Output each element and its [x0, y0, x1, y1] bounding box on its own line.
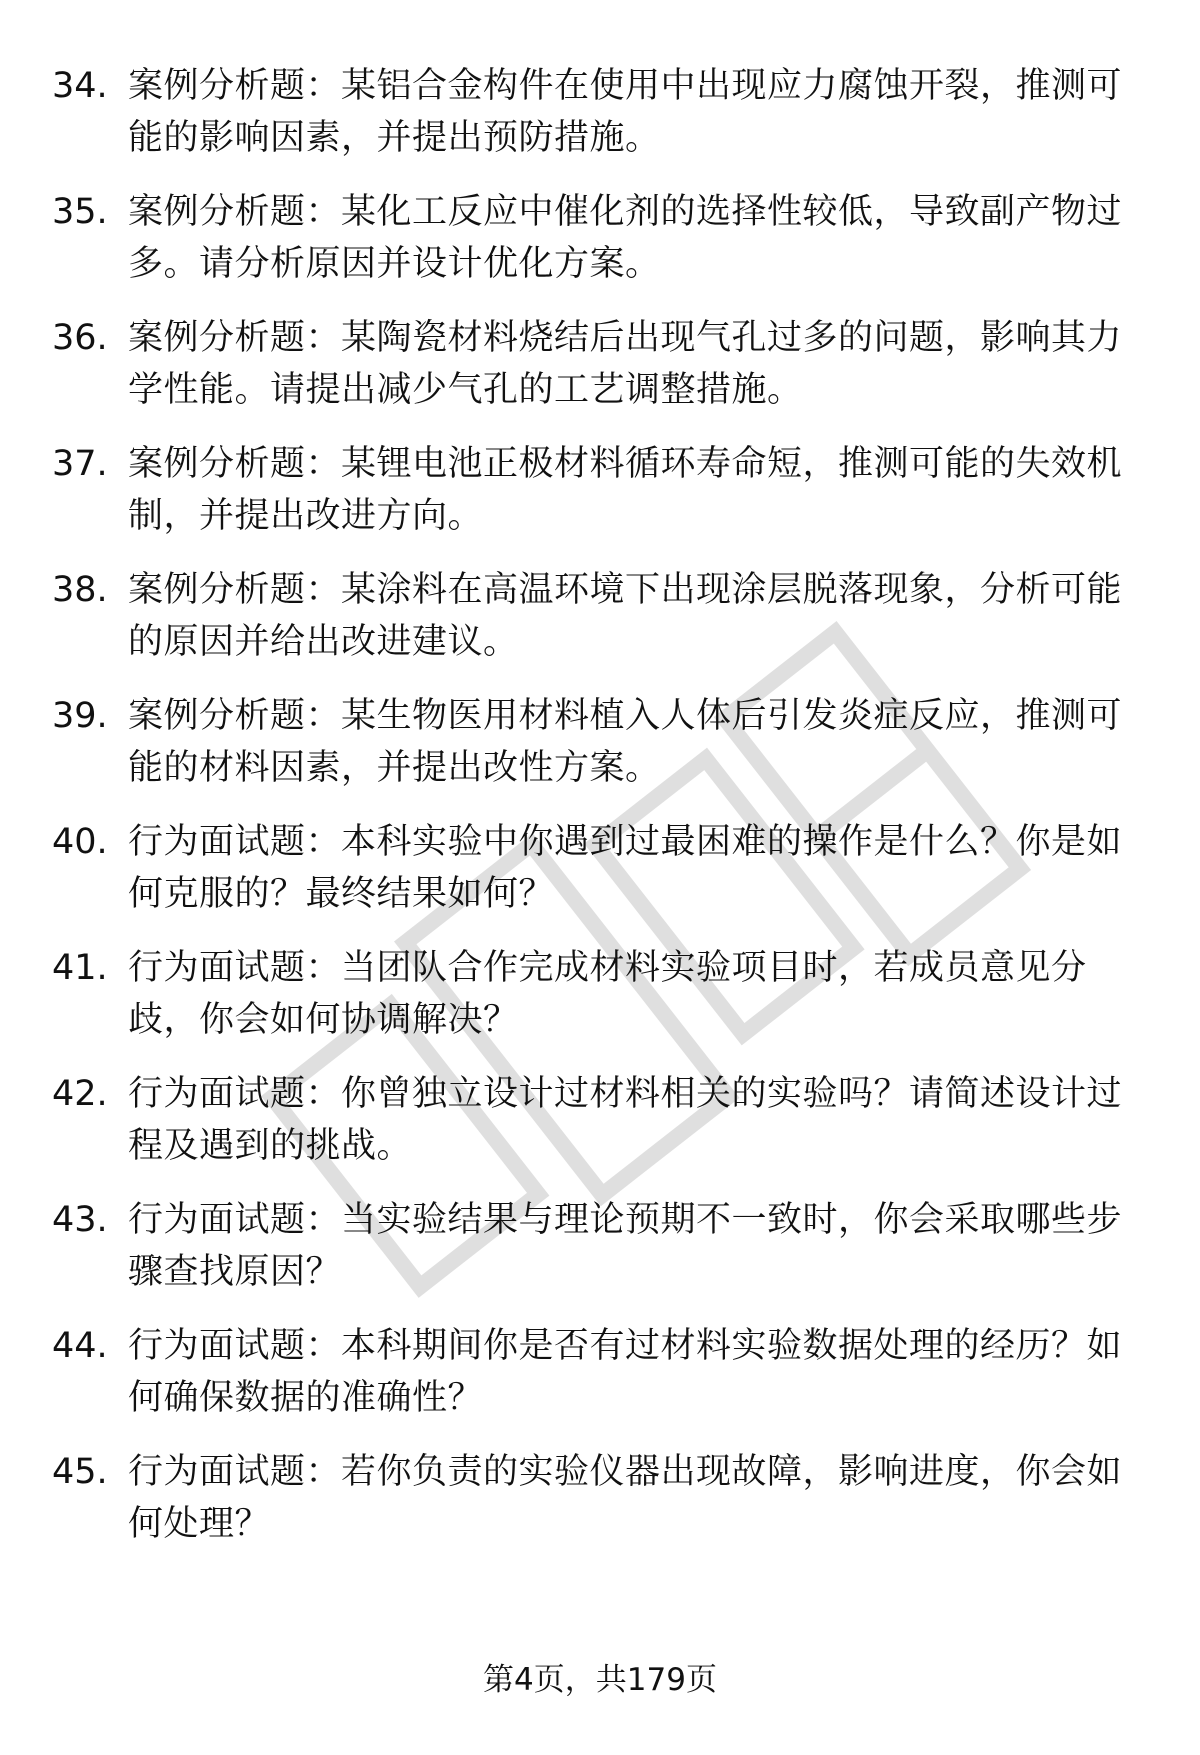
- question-number: 44.: [52, 1326, 108, 1366]
- question-text: 案例分析题：某生物医用材料植入人体后引发炎症反应，推测可能的材料因素，并提出改性方案。: [128, 696, 1123, 788]
- question-number: 35.: [52, 192, 108, 232]
- question-item: [52, 186, 1152, 290]
- question-item: [52, 1194, 1152, 1298]
- question-number: 34.: [52, 66, 108, 106]
- question-item: [52, 942, 1152, 1046]
- question-item: [52, 438, 1152, 542]
- question-text: 案例分析题：某涂料在高温环境下出现涂层脱落现象，分析可能的原因并给出改进建议。: [128, 570, 1123, 662]
- question-number: 39.: [52, 696, 108, 736]
- question-number: 40.: [52, 822, 108, 862]
- question-text: 行为面试题：本科期间你是否有过材料实验数据处理的经历？如何确保数据的准确性？: [128, 1326, 1123, 1418]
- page-footer: 第4页，共179页: [483, 1662, 717, 1698]
- question-item: [52, 312, 1152, 416]
- question-text: 行为面试题：你曾独立设计过材料相关的实验吗？请简述设计过程及遇到的挑战。: [128, 1074, 1123, 1166]
- question-number: 41.: [52, 948, 108, 988]
- question-number: 42.: [52, 1074, 108, 1114]
- question-number: 36.: [52, 318, 108, 358]
- question-item: [52, 816, 1152, 920]
- question-text: 案例分析题：某锂电池正极材料循环寿命短，推测可能的失效机制，并提出改进方向。: [128, 444, 1123, 536]
- question-text: 案例分析题：某化工反应中催化剂的选择性较低，导致副产物过多。请分析原因并设计优化方案。: [128, 192, 1123, 284]
- question-item: [52, 1320, 1152, 1424]
- question-text: 行为面试题：当团队合作完成材料实验项目时，若成员意见分歧，你会如何协调解决？: [128, 948, 1087, 1040]
- question-text: 案例分析题：某陶瓷材料烧结后出现气孔过多的问题，影响其力学性能。请提出减少气孔的工艺调整措施。: [128, 318, 1123, 410]
- question-text: 行为面试题：当实验结果与理论预期不一致时，你会采取哪些步骤查找原因？: [128, 1200, 1123, 1292]
- question-text: 案例分析题：某铝合金构件在使用中出现应力腐蚀开裂，推测可能的影响因素，并提出预防措施。: [128, 66, 1123, 158]
- question-number: 38.: [52, 570, 108, 610]
- question-item: [52, 1446, 1152, 1550]
- question-number: 37.: [52, 444, 108, 484]
- question-list: [52, 60, 1152, 1572]
- question-number: 43.: [52, 1200, 108, 1240]
- question-item: [52, 1068, 1152, 1172]
- question-text: 行为面试题：若你负责的实验仪器出现故障，影响进度，你会如何处理？: [128, 1452, 1123, 1544]
- question-text: 行为面试题：本科实验中你遇到过最困难的操作是什么？你是如何克服的？最终结果如何？: [128, 822, 1123, 914]
- question-number: 45.: [52, 1452, 108, 1492]
- question-item: [52, 564, 1152, 668]
- question-item: [52, 690, 1152, 794]
- question-item: [52, 60, 1152, 164]
